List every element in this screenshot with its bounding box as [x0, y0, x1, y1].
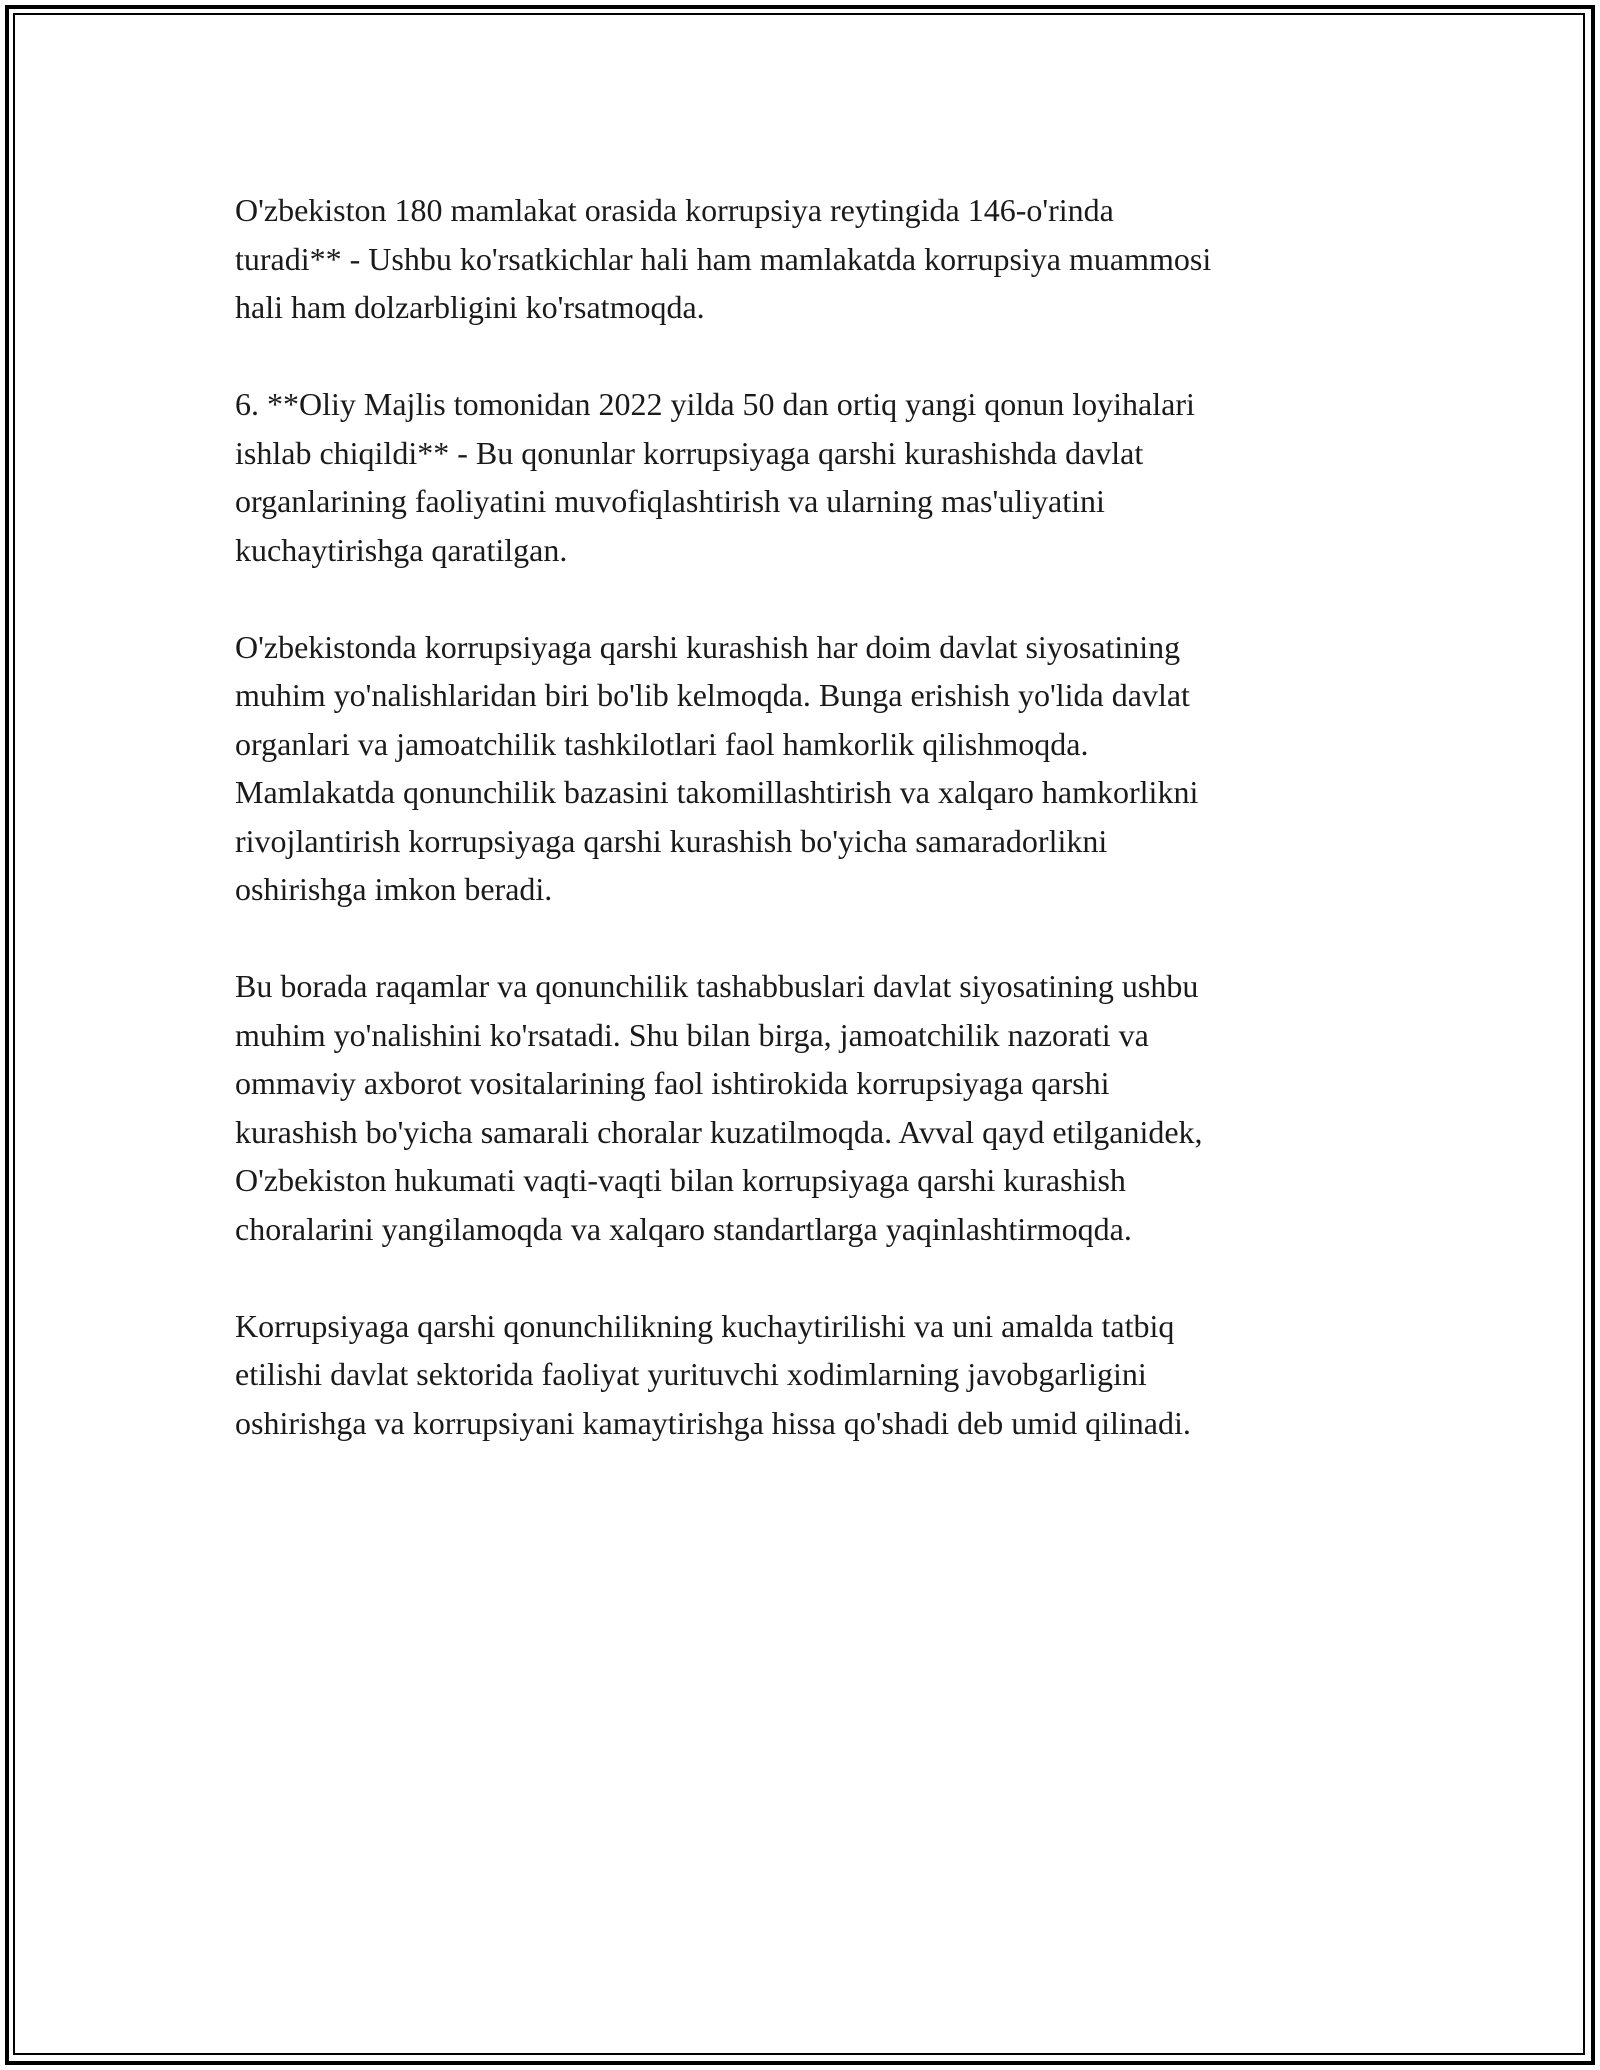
paragraph-conclusion: Korrupsiyaga qarshi qonunchilikning kuchaytirilishi va uni amalda tatbiq etilishi davlat sektorida faoliyat yurituvchi xodimlarning javobgarligini oshirishga va korrupsiyani kamaytirishga hissa qo'shadi deb umid qilinadi.	[235, 1307, 1191, 1441]
paragraph-ranking: O'zbekiston 180 mamlakat orasida korrupsiya reytingida 146-o'rinda turadi** - Ushbu ko'rsatkichlar hali ham mamlakatda korrupsiya muammosi hali ham dolzarbligini ko'rsatmoqda.	[235, 192, 1212, 325]
document-body	[235, 186, 1365, 1447]
paragraph-legislation: 6. **Oliy Majlis tomonidan 2022 yilda 50 dan ortiq yangi qonun loyihalari ishlab chiqildi** - Bu qonunlar korrupsiyaga qarshi kurashishda davlat organlarining faoliyatini muvofiqlashtirish va ularning mas'uliyatini kuchaytirishga qaratilgan.	[235, 386, 1195, 568]
paragraph-initiatives: Bu borada raqamlar va qonunchilik tashabbuslari davlat siyosatining ushbu muhim yo'nalishini ko'rsatadi. Shu bilan birga, jamoatchilik nazorati va ommaviy axborot vositalarining faol ishtirokida korrupsiyaga qarshi kurashish bo'yicha samarali choralar kuzatilmoqda. Avval qayd etilganidek, O'zbekiston hukumati vaqti-vaqti bilan korrupsiyaga qarshi kurashish choralarini yangilamoqda va xalqaro standartlarga yaqinlashtirmoqda.	[235, 968, 1203, 1247]
paragraph-policy: O'zbekistonda korrupsiyaga qarshi kurashish har doim davlat siyosatining muhim yo'nalishlaridan biri bo'lib kelmoqda. Bunga erishish yo'lida davlat organlari va jamoatchilik tashkilotlari faol hamkorlik qilishmoqda. Mamlakatda qonunchilik bazasini takomillashtirish va xalqaro hamkorlikni rivojlantirish korrupsiyaga qarshi kurashish bo'yicha samaradorlikni oshirishga imkon beradi.	[235, 628, 1199, 907]
